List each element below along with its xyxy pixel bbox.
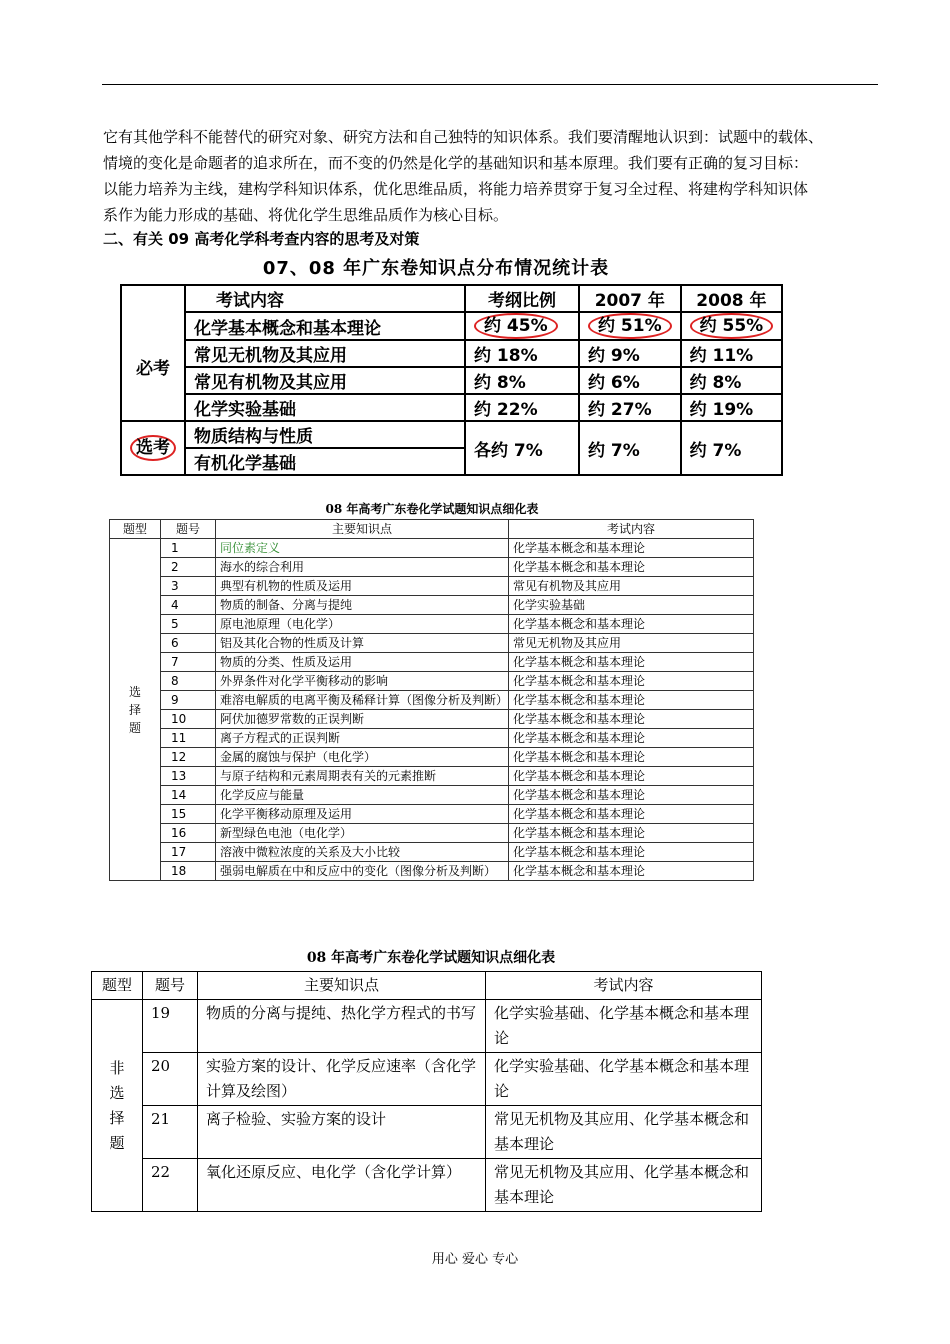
nonchoice-table	[91, 971, 762, 1212]
nonchoice-header-row	[92, 972, 762, 1000]
nonchoice-type-char: 择	[109, 1108, 125, 1127]
detail-content: 常见无机物及其应用	[509, 634, 754, 653]
detail-content: 化学实验基础	[509, 596, 754, 615]
detail-no: 4	[161, 596, 216, 615]
detail-point: 化学平衡移动原理及运用	[216, 805, 509, 824]
detail-content: 化学基本概念和基本理论	[509, 672, 754, 691]
paragraph-line: 以能力培养为主线，建构学科知识体系，优化思维品质，将能力培养贯穿于复习全过程、将建构学科知识体	[103, 180, 809, 198]
detail-point: 典型有机物的性质及运用	[216, 577, 509, 596]
detail-type-label: 选择题	[128, 684, 141, 735]
stats-content: 物质结构与性质	[185, 421, 465, 448]
nonchoice-content: 常见无机物及其应用、化学基本概念和基本理论	[486, 1106, 762, 1159]
stats-ratio: 约 18%	[465, 340, 579, 367]
detail-content: 化学基本概念和基本理论	[509, 824, 754, 843]
detail-row	[110, 672, 754, 691]
stats-row	[121, 421, 782, 448]
detail-row	[110, 539, 754, 558]
detail-content: 化学基本概念和基本理论	[509, 615, 754, 634]
detail-no: 1	[161, 539, 216, 558]
detail-no: 5	[161, 615, 216, 634]
nonchoice-no: 22	[143, 1159, 198, 1212]
nonchoice-row	[92, 1159, 762, 1212]
circled-2007: 约 51%	[588, 313, 672, 339]
detail-no: 13	[161, 767, 216, 786]
detail-no: 12	[161, 748, 216, 767]
detail-table	[109, 519, 754, 881]
detail-row	[110, 843, 754, 862]
detail-no: 8	[161, 672, 216, 691]
detail-row	[110, 805, 754, 824]
stats-2008: 约 11%	[681, 340, 783, 367]
page-footer: 用心 爱心 专心	[431, 1252, 519, 1267]
detail-row	[110, 596, 754, 615]
nonchoice-content: 常见无机物及其应用、化学基本概念和基本理论	[486, 1159, 762, 1212]
detail-no: 10	[161, 710, 216, 729]
nonchoice-type-char: 非	[109, 1058, 125, 1077]
group-optional: 选考	[130, 435, 176, 461]
detail-type-cell	[110, 539, 161, 881]
detail-point: 铝及其化合物的性质及计算	[216, 634, 509, 653]
nonchoice-row	[92, 1053, 762, 1106]
nonchoice-type-cell	[92, 1000, 143, 1212]
detail-content: 化学基本概念和基本理论	[509, 843, 754, 862]
nonchoice-type-char: 题	[109, 1133, 125, 1152]
stats-2007: 约 6%	[579, 367, 681, 394]
detail-point: 溶液中微粒浓度的关系及大小比较	[216, 843, 509, 862]
stats-table	[120, 284, 783, 476]
stats-header: 2008 年	[681, 285, 783, 312]
detail-content: 化学基本概念和基本理论	[509, 862, 754, 881]
stats-table-title: 07、08 年广东卷知识点分布情况统计表	[262, 258, 610, 279]
stats-header: 2007 年	[579, 285, 681, 312]
detail-content: 化学基本概念和基本理论	[509, 729, 754, 748]
stats-2007: 约 27%	[579, 394, 681, 421]
stats-2008: 约 7%	[681, 421, 783, 475]
stats-row	[121, 367, 782, 394]
group-required: 必考	[121, 312, 185, 421]
nonchoice-no: 19	[143, 1000, 198, 1053]
stats-header: 考纲比例	[465, 285, 579, 312]
nonchoice-point: 离子检验、实验方案的设计	[198, 1106, 486, 1159]
detail-row	[110, 691, 754, 710]
stats-header: 考试内容	[185, 285, 465, 312]
detail-point: 金属的腐蚀与保护（电化学）	[216, 748, 509, 767]
detail-row	[110, 634, 754, 653]
nonchoice-header: 题型	[92, 972, 143, 1000]
detail-row	[110, 748, 754, 767]
detail-row	[110, 862, 754, 881]
detail-content: 化学基本概念和基本理论	[509, 539, 754, 558]
detail-content: 化学基本概念和基本理论	[509, 710, 754, 729]
paragraph-line: 情境的变化是命题者的追求所在，而不变的仍然是化学的基础知识和基本原理。我们要有正确的复习目标：	[103, 154, 809, 172]
nonchoice-row	[92, 1000, 762, 1053]
detail-point: 海水的综合利用	[216, 558, 509, 577]
detail-point: 物质的分类、性质及运用	[216, 653, 509, 672]
paragraph-line: 它有其他学科不能替代的研究对象、研究方法和自己独特的知识体系。我们要清醒地认识到：试题中的载体、	[103, 128, 824, 146]
detail-point: 同位素定义	[216, 539, 509, 558]
section-heading: 二、有关 09 高考化学科考查内容的思考及对策	[103, 230, 420, 248]
stats-corner	[121, 285, 185, 312]
detail-row	[110, 710, 754, 729]
detail-no: 9	[161, 691, 216, 710]
nonchoice-no: 21	[143, 1106, 198, 1159]
stats-content: 有机化学基础	[185, 448, 465, 475]
stats-row	[121, 394, 782, 421]
body-paragraph	[103, 124, 893, 228]
detail-row	[110, 653, 754, 672]
detail-point: 外界条件对化学平衡移动的影响	[216, 672, 509, 691]
stats-content: 化学实验基础	[185, 394, 465, 421]
stats-2007: 约 7%	[579, 421, 681, 475]
detail-header: 题型	[110, 520, 161, 539]
detail-no: 18	[161, 862, 216, 881]
stats-2007: 约 9%	[579, 340, 681, 367]
nonchoice-point: 实验方案的设计、化学反应速率（含化学计算及绘图）	[198, 1053, 486, 1106]
detail-row	[110, 824, 754, 843]
detail-no: 11	[161, 729, 216, 748]
detail-content: 化学基本概念和基本理论	[509, 691, 754, 710]
stats-row	[121, 312, 782, 340]
detail-row	[110, 729, 754, 748]
circled-2008: 约 55%	[690, 313, 774, 339]
stats-2008: 约 19%	[681, 394, 783, 421]
detail-content: 化学基本概念和基本理论	[509, 767, 754, 786]
detail-no: 7	[161, 653, 216, 672]
stats-content: 化学基本概念和基本理论	[185, 312, 465, 340]
header-rule	[102, 84, 878, 85]
detail-point: 新型绿色电池（电化学）	[216, 824, 509, 843]
stats-header-row	[121, 285, 782, 312]
stats-content: 常见有机物及其应用	[185, 367, 465, 394]
detail-point: 化学反应与能量	[216, 786, 509, 805]
detail-point: 物质的制备、分离与提纯	[216, 596, 509, 615]
paragraph-line: 系作为能力形成的基础、将优化学生思维品质作为核心目标。	[103, 206, 509, 224]
detail-content: 化学基本概念和基本理论	[509, 748, 754, 767]
stats-content: 常见无机物及其应用	[185, 340, 465, 367]
detail-header: 题号	[161, 520, 216, 539]
detail-content: 化学基本概念和基本理论	[509, 786, 754, 805]
detail-content: 化学基本概念和基本理论	[509, 805, 754, 824]
nonchoice-content: 化学实验基础、化学基本概念和基本理论	[486, 1053, 762, 1106]
detail-point: 阿伏加德罗常数的正误判断	[216, 710, 509, 729]
detail-header-row	[110, 520, 754, 539]
detail-no: 14	[161, 786, 216, 805]
stats-ratio: 各约 7%	[465, 421, 579, 475]
detail-no: 6	[161, 634, 216, 653]
detail-header: 考试内容	[509, 520, 754, 539]
detail-point: 难溶电解质的电离平衡及稀释计算（图像分析及判断）	[216, 691, 509, 710]
group-optional-cell	[121, 421, 185, 475]
nonchoice-header: 主要知识点	[198, 972, 486, 1000]
nonchoice-header: 题号	[143, 972, 198, 1000]
nonchoice-point: 物质的分离与提纯、热化学方程式的书写	[198, 1000, 486, 1053]
detail-no: 3	[161, 577, 216, 596]
stats-row	[121, 340, 782, 367]
detail-content: 化学基本概念和基本理论	[509, 653, 754, 672]
detail-row	[110, 577, 754, 596]
detail-content: 常见有机物及其应用	[509, 577, 754, 596]
detail-row	[110, 558, 754, 577]
detail-no: 15	[161, 805, 216, 824]
detail-table-title: 08 年高考广东卷化学试题知识点细化表	[325, 502, 539, 516]
nonchoice-row	[92, 1106, 762, 1159]
detail-row	[110, 786, 754, 805]
nonchoice-content: 化学实验基础、化学基本概念和基本理论	[486, 1000, 762, 1053]
detail-point: 原电池原理（电化学）	[216, 615, 509, 634]
nonchoice-type-char: 选	[109, 1083, 125, 1102]
detail-no: 16	[161, 824, 216, 843]
detail-no: 17	[161, 843, 216, 862]
nonchoice-header: 考试内容	[486, 972, 762, 1000]
detail-no: 2	[161, 558, 216, 577]
stats-2008: 约 8%	[681, 367, 783, 394]
detail-point: 与原子结构和元素周期表有关的元素推断	[216, 767, 509, 786]
detail-row	[110, 767, 754, 786]
nonchoice-point: 氧化还原反应、电化学（含化学计算）	[198, 1159, 486, 1212]
nonchoice-table-title: 08 年高考广东卷化学试题知识点细化表	[306, 950, 556, 966]
detail-header: 主要知识点	[216, 520, 509, 539]
detail-content: 化学基本概念和基本理论	[509, 558, 754, 577]
detail-row	[110, 615, 754, 634]
detail-point: 强弱电解质在中和反应中的变化（图像分析及判断）	[216, 862, 509, 881]
nonchoice-no: 20	[143, 1053, 198, 1106]
circled-ratio: 约 45%	[474, 313, 558, 339]
stats-ratio: 约 22%	[465, 394, 579, 421]
stats-ratio: 约 8%	[465, 367, 579, 394]
detail-point: 离子方程式的正误判断	[216, 729, 509, 748]
